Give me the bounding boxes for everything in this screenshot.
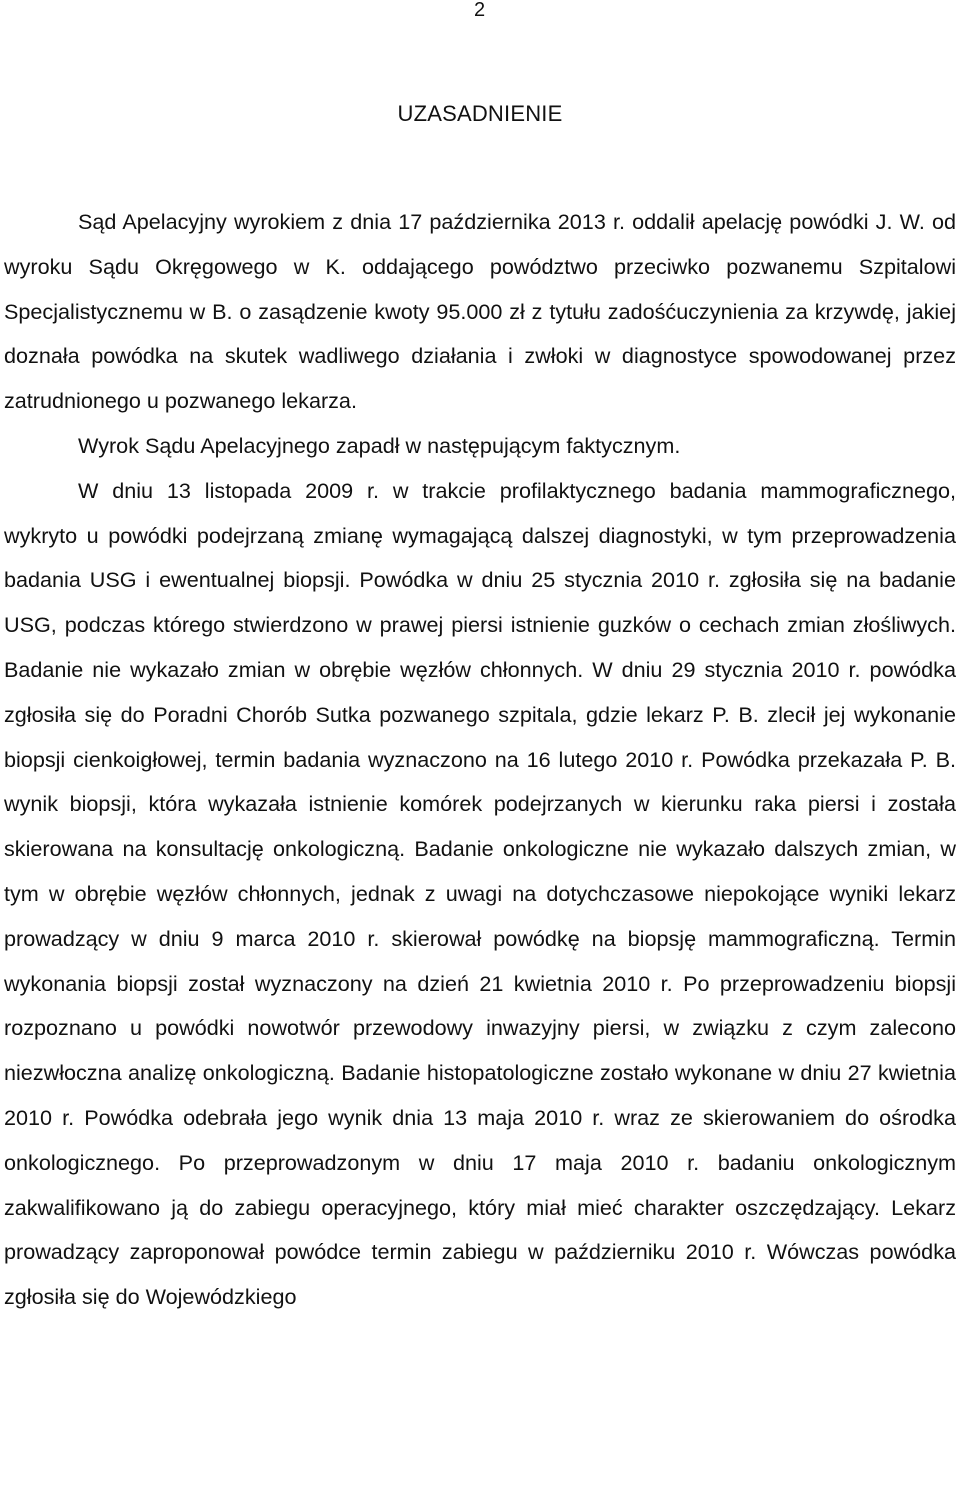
document-heading: UZASADNIENIE <box>397 101 563 126</box>
page-number: 2 <box>474 0 486 21</box>
document-body <box>4 200 956 1320</box>
paragraph-judgment-summary: Sąd Apelacyjny wyrokiem z dnia 17 października 2013 r. oddalił apelację powódki J. W. od wyroku Sądu Okręgowego w K. oddającego powództwo przeciwko pozwanemu Szpitalowi Specjalistycznemu w B. o zasądzenie kwoty 95.000 zł z tytułu zadośćuczynienia za krzywdę, jakiej doznała powódka na skutek wadliwego działania i zwłoki w diagnostyce spowodowanej przez zatrudnionego u pozwanego lekarza. <box>4 209 956 414</box>
paragraph-facts-detail: W dniu 13 listopada 2009 r. w trakcie profilaktycznego badania mammograficznego, wykryto u powódki podejrzaną zmianę wymagającą dalszej diagnostyki, w tym przeprowadzenia badania USG i ewentualnej biopsji. Powódka w dniu 25 stycznia 2010 r. zgłosiła się na badanie USG, podczas którego stwierdzono w prawej piersi istnienie guzków o cechach zmian złośliwych. Badanie nie wykazało zmian w obrębie węzłów chłonnych. W dniu 29 stycznia 2010 r. powódka zgłosiła się do Poradni Chorób Sutka pozwanego szpitala, gdzie lekarz P. B. zlecił jej wykonanie biopsji cienkoigłowej, termin badania wyznaczono na 16 lutego 2010 r. Powódka przekazała P. B. wynik biopsji, która wykazała istnienie komórek podejrzanych w kierunku raka piersi i została skierowana na konsultację onkologiczną. Badanie onkologiczne nie wykazało dalszych zmian, w tym w obrębie węzłów chłonnych, jednak z uwagi na dotychczasowe niepokojące wyniki lekarz prowadzący w dniu 9 marca 2010 r. skierował powódkę na biopsję mammograficzną. Termin wykonania biopsji został wyznaczony na dzień 21 kwietnia 2010 r. Po przeprowadzeniu biopsji rozpoznano u powódki nowotwór przewodowy inwazyjny piersi, w związku z czym zalecono niezwłoczna analizę onkologiczną. Badanie histopatologiczne zostało wykonane w dniu 27 kwietnia 2010 r. Powódka odebrała jego wynik dnia 13 maja 2010 r. wraz ze skierowaniem do ośrodka onkologicznego. Po przeprowadzonym w dniu 17 maja 2010 r. badaniu onkologicznym zakwalifikowano ją do zabiegu operacyjnego, który miał mieć charakter oszczędzający. Lekarz prowadzący zaproponował powódce termin zabiegu w październiku 2010 r. Wówczas powódka zgłosiła się do Wojewódzkiego <box>4 477 956 1310</box>
paragraph-facts-intro: Wyrok Sądu Apelacyjnego zapadł w następującym faktycznym. <box>78 432 681 458</box>
